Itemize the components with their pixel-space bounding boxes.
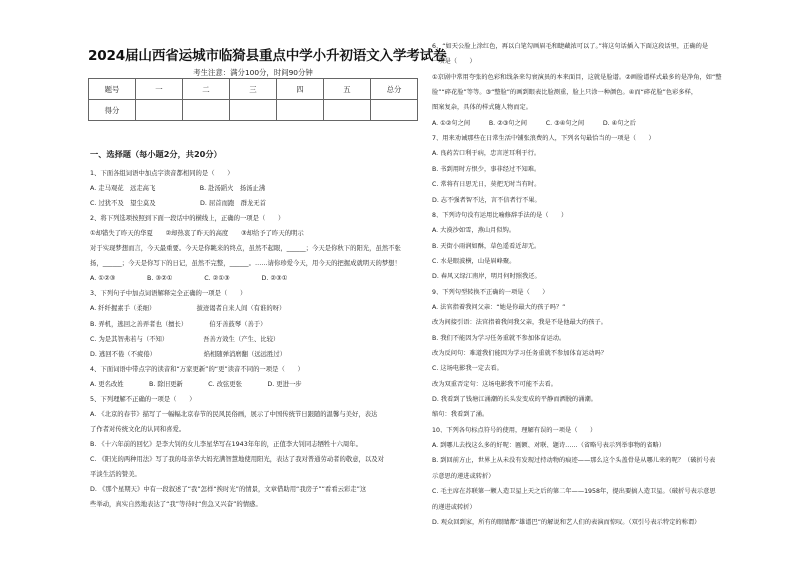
question-line: 6、“如天公脸上涂红色，再以白笔勾画眉毛和睫藏浓可以了。”将这句话插入下面这段话里，正确的是 xyxy=(432,43,709,50)
question-line: 些举动，真实自然地表达了“我”等待时“焦急又兴奋”的情感。 xyxy=(90,501,262,509)
score-table-cell: 二 xyxy=(183,79,230,100)
question-line: 2、将下列选项按照到下面一段话中的横线上，正确的一项是（ ） xyxy=(90,215,285,223)
question-line: 10、下列各句标点符号的使用，理解有误的一项是（ ） xyxy=(432,426,597,434)
question-line: A. ①②③ B. ③②① C. ②①③ D. ②③① xyxy=(90,275,288,283)
question-line: 平淡生活的赞美。 xyxy=(90,471,141,478)
question-line: ①京剧中常用夸张的色彩和线条来勾衰演员的本来面目，这就是脸谱。②画脸谱样式最多的是净角，如“整 xyxy=(432,73,722,81)
score-input-cell[interactable] xyxy=(371,100,418,121)
score-table-cell: 四 xyxy=(277,79,324,100)
question-line: 示意思的递进或转折） xyxy=(432,472,495,480)
question-line: C. 为是其智弗若与（不知） 吾善方效生（产生、比较） xyxy=(90,335,280,343)
question-line: A. 走马观花 远走高飞 B. 赴汤蹈火 扬汤止沸 xyxy=(90,185,266,193)
question-line: C. 毛主席在苏联第一颗人造卫星上天之后的第二年——1958年，提出要搞人造卫星。（破折号表示意思 xyxy=(432,488,716,496)
question-line: B. 到回前方止，世界上从未没有发现过持动物的痕迹——那么这个头盖骨是从哪儿来的呢？（破折号表 xyxy=(432,457,716,465)
question-line: A. 到哪儿去找这么多的好呢：匾额、对联、题诗……（省略号表示列举事物的省略） xyxy=(432,442,666,450)
question-line: C. 《阳光的两种用法》写了我的母亲华大妈充满智慧地使用阳光，表达了我对普通劳动者的敬意，以及对 xyxy=(90,455,384,463)
score-table-cell: 题号 xyxy=(89,79,136,100)
question-line: C. 常将有日思无日，莫把无时当有时。 xyxy=(432,181,541,189)
question-line: C. 过犹不及 望尘莫及 D. 屈首而跑 群龙无首 xyxy=(90,200,266,208)
question-line: A. 纤纤握素手（柔细） 拔迹谒者自来人间（有谁的呀） xyxy=(90,305,286,313)
score-table xyxy=(88,78,418,121)
question-line: 一项是（ ） xyxy=(432,58,476,66)
question-line: 7、用来劝诫那些在日常生活中铺张浪费的人，下列名句最恰当的一项是（ ） xyxy=(432,135,655,143)
question-line: A. 大漠沙如雪，燕山月似钩。 xyxy=(432,227,516,235)
score-table-cell: 五 xyxy=(324,79,371,100)
question-line: ①却错失了昨天的华夏 ②却热衷了昨天的高度 ③却给予了昨天的明示 xyxy=(90,230,304,238)
question-line: D. 《那个星期天》中有一段叙述了“我”怎样“挨时光”的情景，文章借助用“我房子”“看看云彩走”这 xyxy=(90,486,367,494)
question-line: B. 《十六年前的回忆》是李大钊的女儿李星华写在1943年年的，正值李大钊同志牺牲十六周年。 xyxy=(90,440,362,448)
question-line: D. 春风又绿江南岸，明月何时照我还。 xyxy=(432,273,541,281)
question-line: B. 天街小雨润如酥，草色遥看近却无。 xyxy=(432,242,541,250)
exam-title: 2024届山西省运城市临猗县重点中学小升初语文入学考试卷 xyxy=(88,48,447,64)
score-input-cell[interactable] xyxy=(183,100,230,121)
question-line: 3、下列句子中加点词语解释完全正确的一项是（ ） xyxy=(90,290,247,298)
question-line: 改为反问句：难道我们能因为学习任务重就不参加体育运动吗？ xyxy=(432,350,607,357)
question-line: C. 水是眼波横，山是眉峰聚。 xyxy=(432,257,516,265)
score-input-cell[interactable] xyxy=(324,100,371,121)
question-line: A. 更名改姓 B. 除旧更新 C. 改弦更张 D. 更进一步 xyxy=(90,380,302,388)
score-input-cell[interactable] xyxy=(277,100,324,121)
score-table-cell: 一 xyxy=(136,79,183,100)
question-line: 改为双重否定句：这场电影我不可能不去看。 xyxy=(432,380,557,388)
question-line: 5、下列理解不正确的一项是（ ） xyxy=(90,395,196,403)
question-line: A. 《北京的春节》描写了一幅幅北京春节的民风民俗画，展示了中国传统节日跟随的温馨与美好，表达 xyxy=(90,410,378,418)
question-line: 的递进或转折） xyxy=(432,503,476,511)
question-line: 缩句：我看到了涌。 xyxy=(432,411,489,419)
question-line: 8、下列诗句没有运用比喻修辞手法的是（ ） xyxy=(432,211,568,219)
question-line: 对于实现梦想而言，今天最重要。今天是你眺来的终点，虽然不起眼，______；今天是你秋下的阳光，虽然不张 xyxy=(90,245,401,253)
question-line: 改为间接引语：法官指着我问我父亲，我是不是他最大的孩子。 xyxy=(432,319,607,327)
question-line: 1、下面各组词语中加点字读音都相同的是（ ） xyxy=(90,170,234,177)
exam-note: 考生注意：满分100分，时间90分钟 xyxy=(193,68,313,77)
question-line: B. 我们不能因为学习任务重就不参加体育运动。 xyxy=(432,334,566,342)
question-line: C. 这场电影我一定去看。 xyxy=(432,365,503,373)
score-table-row-label: 得分 xyxy=(89,100,136,121)
score-table-cell: 三 xyxy=(230,79,277,100)
question-line: A. 良药苦口利于病，忠言逆耳利于行。 xyxy=(432,150,541,158)
question-line: B. 书到用时方恨少，事非经过不知难。 xyxy=(432,165,541,173)
score-table-header-row xyxy=(89,79,418,100)
question-line: 了作者对传统文化的认同和喜爱。 xyxy=(90,425,186,433)
question-line: D. 志不强者智不达，言不信者行不果。 xyxy=(432,196,541,204)
question-line: B. 弄机，逃回之善弄者也（擅长） 伯牙善鼓琴（善于） xyxy=(90,320,267,328)
score-table-cell: 总分 xyxy=(371,79,418,100)
question-line: D. 我看到了钱塘江涌潮的长头发变成的平静而洒脱的涌潮。 xyxy=(432,396,598,404)
question-line: 图案复杂，具体的样式随人物而定。 xyxy=(432,104,532,112)
question-line: D. 逃回不倦（不疲倦） 焰相随弹消磨翻（远远胜过） xyxy=(90,350,287,358)
question-line: 脸”“碎花脸”等等。③“整脸”的画到眼表比脸测重，脸上只涂一种颜色。④而“碎花脸”色彩多样， xyxy=(432,89,698,97)
question-line: 扬，______；今天是你写下的日记，虽然不完整，______。……请你珍爱今天，用今天的把握成就明天的梦想！ xyxy=(90,260,401,268)
question-line: 9、下列句型转换不正确的一项是（ ） xyxy=(432,288,549,296)
question-line: A. ①②句之间 B. ②③句之间 C. ③④句之间 D. ④句之后 xyxy=(432,119,636,127)
question-line: D. 观众回到家，所有的眼睛都“雄谱巴”的解说和艺人们的表演而惊叹。（双引号表示特定的称谓） xyxy=(432,518,701,526)
question-line: A. 法官指着我问父亲：“她是你最大的孩子吗？” xyxy=(432,303,566,311)
score-table-score-row xyxy=(89,100,418,121)
score-input-cell[interactable] xyxy=(230,100,277,121)
section-heading: 一、选择题（每小题2分，共20分） xyxy=(90,149,222,159)
score-input-cell[interactable] xyxy=(136,100,183,121)
question-line: 4、下面词语中带点字的读音和“万家更新”的“更”读音不同的一项是（ ） xyxy=(90,365,304,373)
